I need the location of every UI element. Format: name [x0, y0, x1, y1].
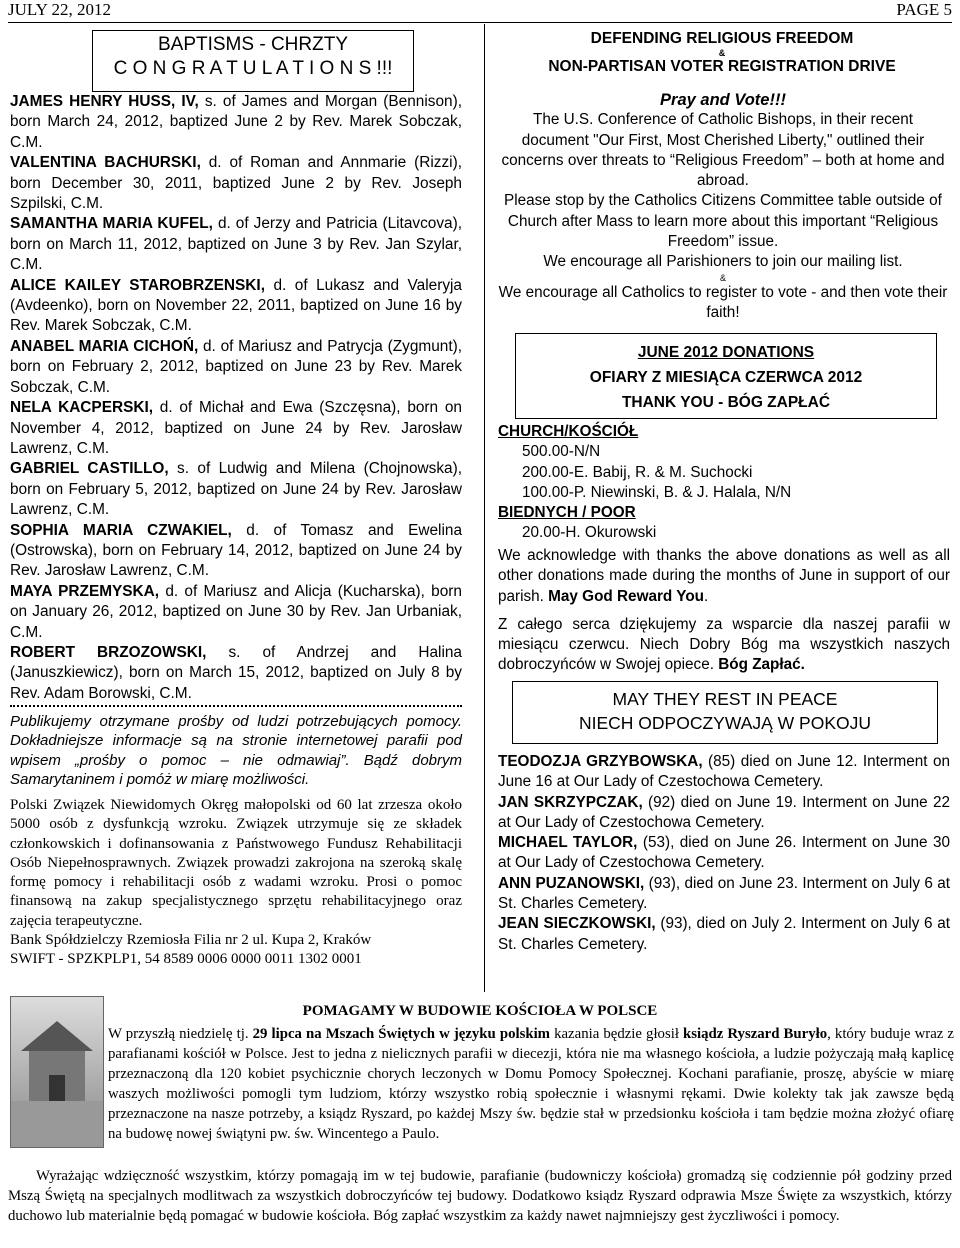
- memorial-entry: [498, 874, 950, 915]
- memorial-text: (53), died on June 26. Interment on June 30 at Our Lady of Czestochowa Cemetery.: [498, 834, 951, 872]
- bank-line-1: Bank Spółdzielczy Rzemiosła Filia nr 2 ul. Kupa 2, Kraków: [10, 932, 372, 949]
- memorial-entry: [498, 914, 950, 955]
- freedom-p4: We encourage all Catholics to register to vote - and then vote their faith!: [498, 283, 948, 321]
- baptism-entry: [10, 276, 462, 337]
- baptism-text: d. of Jerzy and Patricia (Litavcova), born on March 11, 2012, baptized on June 3 by Rev. Jan Szylar, C.M.: [10, 215, 462, 274]
- church-item: 100.00-P. Niewinski, B. & J. Halala, N/N: [522, 483, 792, 501]
- baptism-name: JAMES HENRY HUSS, IV,: [10, 93, 199, 110]
- baptism-text: s. of Andrzej and Halina (Januszkiewicz), born on March 15, 2012, baptized on July 8 by Rev. Adam Borowski, C.M.: [10, 643, 462, 702]
- baptism-name: ANABEL MARIA CICHOŃ,: [10, 337, 199, 355]
- freedom-p2: Please stop by the Catholics Citizens Committee table outside of Church after Mass to learn more about this important “Religious Freedom” issue.: [504, 192, 942, 251]
- memorial-list: [498, 752, 950, 955]
- congratulations-title: C O N G R A T U L A T I O N S !!!: [113, 58, 393, 79]
- poland-b1: 29 lipca na Mszach Świętych w języku polskim: [252, 1026, 551, 1042]
- freedom-title-2: NON-PARTISAN VOTER REGISTRATION DRIVE: [548, 58, 896, 75]
- donations-title-box: [515, 333, 937, 419]
- freedom-p1: The U.S. Conference of Catholic Bishops, in their recent document "Our First, Most Cherished Liberty," outlined their concerns over threats to “Religious Freedom” – both at home and abroad.: [501, 111, 945, 190]
- baptism-entry: [10, 153, 462, 214]
- baptism-text: d. of Michał and Ewa (Szczęsna), born on November 4, 2012, baptized on June 24 by Rev. Jarosław Lawrenz, C.M.: [10, 399, 462, 457]
- donations-title-1: JUNE 2012 DONATIONS: [637, 344, 815, 361]
- poland-b2: ksiądz Ryszard Buryło: [683, 1026, 828, 1042]
- baptisms-title: BAPTISMS - CHRZTY: [157, 34, 348, 55]
- memorial-text: (93), died on June 23. Interment on July 6 at St. Charles Cemetery.: [498, 874, 950, 913]
- ack-polish: [498, 615, 950, 676]
- baptism-entry: [10, 643, 462, 704]
- requests-intro: Publikujemy otrzymane prośby od ludzi potrzebujących pomocy. Dokładniejsze informacje są na stronie internetowej parafii pod wpisem „prośby o pomoc – nie odmawiaj”. Bądź dobrym Samarytaninem i pomóż w miarę możliwości.: [10, 713, 462, 788]
- ack-pl-text: Z całego serca dziękujemy za wsparcie dla naszej parafii w miesiącu czerwcu. Niech Dobry Bóg ma wszystkich naszych dobroczyńców w Swojej opiece.: [498, 615, 950, 674]
- memorial-name: MICHAEL TAYLOR,: [498, 834, 638, 852]
- baptism-text: d. of Tomasz and Ewelina (Ostrowska), born on February 14, 2012, baptized on June 24 by Rev. Jarosław Lawrenz, C.M.: [10, 521, 463, 580]
- freedom-body: [498, 90, 948, 323]
- page-header: [8, 0, 952, 20]
- baptism-name: MAYA PRZEMYSKA,: [10, 582, 160, 600]
- poland-paragraph-2: Wyrażając wdzięczność wszystkim, którzy pomagają im w tej budowie, parafianie (budowniczy kościoła) gromadzą się codziennie pół godziny przed Mszą Świętą na specjalnych modlitwach za wszystkich dobroczyńców tej budowy. Dodatkowo ksiądz Ryszard odprawia Msze Święte za wszystkich, którzy duchowo lub materialnie będą pomagać w budowie kościoła. Bóg zapłać wszystkim za każdy nawet najmniejszy gest życzliwości i pomocy.: [8, 1168, 952, 1224]
- baptism-entry: [10, 337, 462, 398]
- baptism-entry: [10, 92, 462, 153]
- baptism-text: d. of Mariusz and Alicja (Kucharska), born on January 26, 2012, baptized on June 30 by Rev. Jan Urbaniak, C.M.: [10, 582, 462, 641]
- donations-acknowledgement: [498, 546, 950, 684]
- baptism-entry: [10, 214, 462, 275]
- baptism-list: [10, 92, 462, 704]
- dotted-divider: [10, 705, 462, 707]
- baptism-name: VALENTINA BACHURSKI,: [10, 154, 201, 172]
- donations-title-2: OFIARY Z MIESIĄCA CZERWCA 2012: [589, 369, 863, 386]
- baptism-name: SAMANTHA MARIA KUFEL,: [10, 215, 213, 233]
- memorial-text: (93), died on July 2. Interment on July 6 at St. Charles Cemetery.: [498, 915, 950, 953]
- freedom-amp: &: [718, 48, 726, 58]
- memorial-text: (85) died on June 12. Interment on June 16 at Our Lady of Czestochowa Cemetery.: [498, 753, 950, 791]
- poland-paragraph-1: [108, 1024, 954, 1144]
- freedom-title-1: DEFENDING RELIGIOUS FREEDOM: [590, 30, 854, 47]
- baptism-name: ROBERT BRZOZOWSKI,: [10, 643, 207, 661]
- baptism-name: ALICE KAILEY STAROBRZENSKI,: [10, 276, 265, 294]
- donations-title-3: THANK YOU - BÓG ZAPŁAĆ: [621, 394, 831, 411]
- ack-en-bold: May God Reward You: [548, 587, 705, 605]
- baptism-text: d. of Lukasz and Valeryja (Avdeenko), born on November 22, 2011, baptized on June 16 by Rev. Marek Sobczak, C.M.: [10, 276, 462, 335]
- ack-pl-bold: Bóg Zapłać.: [718, 656, 805, 674]
- memorial-text: (92) died on June 19. Interment on June 22 at Our Lady of Czestochowa Cemetery.: [498, 793, 951, 831]
- poland-title: POMAGAMY W BUDOWIE KOŚCIOŁA W POLSCE: [302, 1003, 658, 1019]
- church-item: 200.00-E. Babij, R. & M. Suchocki: [522, 463, 753, 481]
- church-label: CHURCH/KOŚCIÓŁ: [498, 423, 639, 440]
- requests-body: Polski Związek Niewidomych Okręg małopolski od 60 lat zrzesza około 5000 osób z dysfunkcją wzroku. Związek utrzymuje się ze składek członkowskich i dofinansowania z Państwowego Fundusz Rehabilitacji Osób Niepełnosprawnych. Związek prowadzi zakrojona na szeroką skalę formę pomocy i rehabilitacji osób z wadami wzroku. Prosi o pomoc finansową na zakup specjalistycznego sprzętu rehabilitacyjnego oraz zajęcia terapeutyczne.: [10, 797, 462, 929]
- memorial-title-box: [512, 681, 938, 744]
- ack-english: [498, 546, 950, 607]
- ack-en-text: We acknowledge with thanks the above donations as well as all other donations made during the months of June in support of our parish.: [498, 547, 950, 605]
- memorial-title-1: MAY THEY REST IN PEACE: [612, 689, 838, 709]
- memorial-name: ANN PUZANOWSKI,: [498, 874, 645, 892]
- memorial-name: JEAN SIECZKOWSKI,: [498, 915, 656, 933]
- header-page: PAGE 5: [896, 0, 952, 19]
- baptisms-title-box: [92, 30, 414, 92]
- baptism-entry: [10, 398, 462, 459]
- poor-item: 20.00-H. Okurowski: [522, 524, 657, 542]
- freedom-p3: We encourage all Parishioners to join our mailing list.: [543, 253, 903, 271]
- memorial-entry: [498, 833, 950, 874]
- baptism-entry: [10, 459, 462, 520]
- freedom-amp-2: &: [719, 272, 726, 283]
- poland-t3: , który buduje wraz z parafianami kościół w Polsce. Jest to jedna z nielicznych parafii w diecezji, która nie ma własnego kościoła, a ludzie pożyczają małą kaplicę przeznaczoną dla 120 kobiet psychicznie chorych leczonych w Domu Pomocy Społecznej. Kochani parafianie, proszę, abyście w miarę waszych możliwości pomogli tym ludziom, którzy wszystko robią społecznie i własnymi rękami. Dwie kolekty tak jak zawsze będą przeznaczone na nasze potrzeby, a ksiądz Ryszard, po każdej Mszy św. będzie stał w przedsionku kościoła i tam będzie można złożyć ofiarę na budowę nowej świątyni pw. św. Wincentego a Paulo.: [108, 1026, 954, 1142]
- baptism-text: d. of Roman and Annmarie (Rizzi), born December 30, 2011, baptized June 2 by Rev. Joseph Szpilski, C.M.: [10, 154, 462, 213]
- memorial-entry: [498, 793, 950, 834]
- poland-t2: kazania będzie głosił: [550, 1026, 684, 1042]
- poland-paragraph-2-block: [8, 1166, 952, 1226]
- bank-line-2: SWIFT - SPZKPLP1, 54 8589 0006 0000 0011 1302 0001: [10, 951, 362, 968]
- baptism-name: SOPHIA MARIA CZWAKIEL,: [10, 521, 232, 539]
- baptism-name: GABRIEL CASTILLO,: [10, 460, 169, 478]
- freedom-slogan: Pray and Vote!!!: [660, 91, 786, 109]
- memorial-entry: [498, 752, 950, 793]
- baptism-entry: [10, 582, 462, 643]
- header-rule: [8, 22, 952, 23]
- memorial-name: TEODOZJA GRZYBOWSKA,: [498, 753, 703, 770]
- requests-body-block: [10, 796, 462, 970]
- baptism-text: d. of Mariusz and Patrycja (Zygmunt), born on February 2, 2012, baptized on June 23 by Rev. Marek Sobczak, C.M.: [10, 337, 462, 396]
- memorial-title-2: NIECH ODPOCZYWAJĄ W POKOJU: [578, 713, 871, 733]
- ack-en-end: .: [704, 587, 709, 605]
- baptism-text: s. of James and Morgan (Bennison), born March 24, 2012, baptized June 2 by Rev. Marek Sobczak, C.M.: [10, 93, 462, 151]
- header-date: JULY 22, 2012: [8, 0, 111, 19]
- baptism-text: s. of Ludwig and Milena (Chojnowska), born on February 5, 2012, baptized on June 24 by Rev. Jarosław Lawrenz, C.M.: [10, 460, 462, 519]
- column-divider: [484, 24, 485, 992]
- baptism-entry: [10, 521, 462, 582]
- church-item: 500.00-N/N: [522, 443, 601, 461]
- donations-list: [498, 422, 948, 544]
- memorial-name: JAN SKRZYPCZAK,: [498, 793, 643, 811]
- poland-t1: W przyszłą niedzielę tj.: [108, 1026, 253, 1042]
- baptism-name: NELA KACPERSKI,: [10, 399, 154, 417]
- freedom-header: [494, 30, 950, 76]
- poor-label: BIEDNYCH / POOR: [498, 504, 636, 522]
